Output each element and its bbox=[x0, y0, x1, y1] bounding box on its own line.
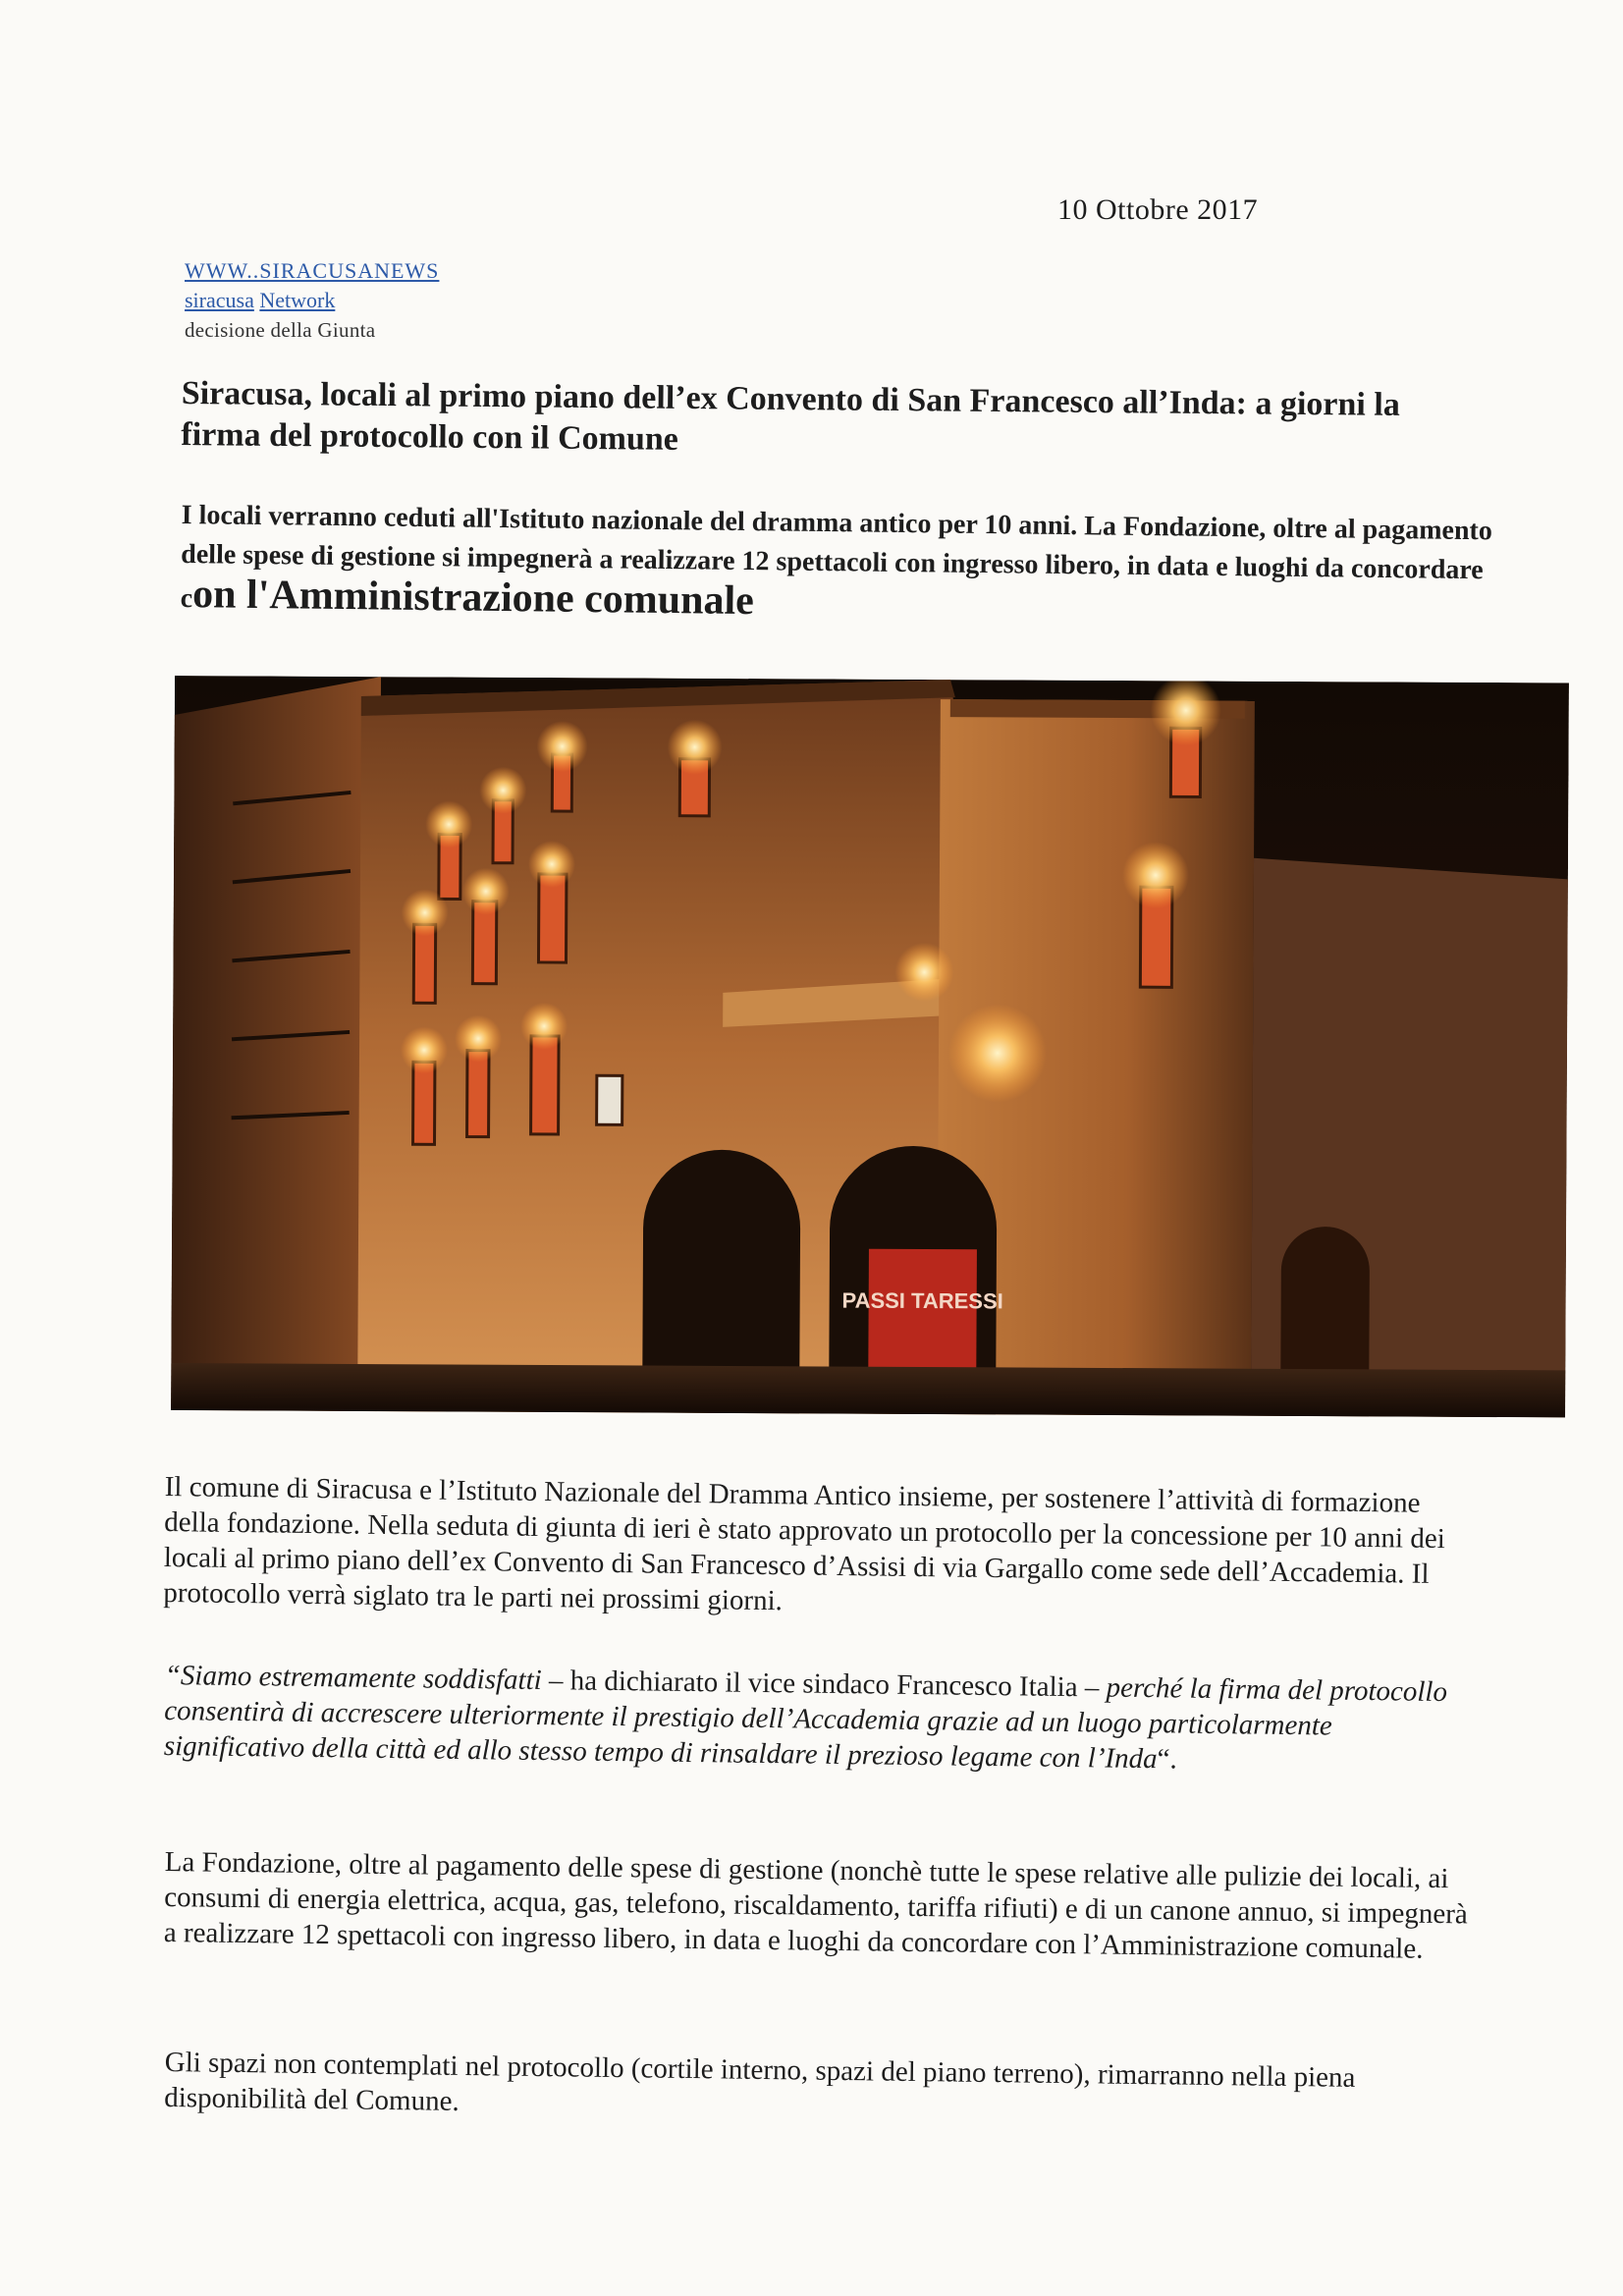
article-paragraph-1: Il comune di Siracusa e l’Istituto Nazionale del Dramma Antico insieme, per sostenere l’attività di formazione della fondazione. Nella seduta di giunta di ieri è stato approvato un protocollo per la concessione per 10 anni dei locali al primo piano dell’ex Convento di San Francesco d’Assisi di via Gargallo come sede dell’Accademia. Il protocollo verrà siglato tra le parti nei prossimi giorni. bbox=[163, 1470, 1445, 1617]
quote-open: “Siamo estremamente soddisfatti bbox=[164, 1659, 542, 1697]
subtitle-tail: on l'Amministrazione comunale bbox=[191, 572, 755, 625]
article-date: 10 Ottobre 2017 bbox=[1057, 193, 1259, 226]
photo-banner-text: PASSI TARESSI bbox=[841, 1287, 1003, 1314]
article-paragraph-quote bbox=[164, 1658, 1481, 1781]
source-network-link[interactable]: Network bbox=[259, 288, 336, 312]
subtitle-main: I locali verranno ceduti all'Istituto nazionale del dramma antico per 10 anni. La Fondazione, oltre al pagamento delle spese di gestione si impegnerà a realizzare 12 spettacoli con ingresso libero, in data e luoghi da concordare c bbox=[180, 499, 1493, 615]
source-section: decisione della Giunta bbox=[185, 318, 376, 342]
source-network bbox=[185, 286, 439, 315]
quote-body: perché la firma del protocollo consentirà di accrescere ulteriormente il prestigio dell’Accademia grazie ad un luogo particolarmente significativo della città ed allo stesso tempo di rinsaldare il prezioso legame con l’Inda bbox=[163, 1671, 1448, 1776]
source-site-link[interactable]: WWW..SIRACUSANEWS bbox=[185, 258, 440, 283]
article-paragraph-4: Gli spazi non contemplati nel protocollo (cortile interno, spazi del piano terreno), rimarranno nella piena disponibilità del Comune. bbox=[164, 2046, 1356, 2117]
quote-attribution: – ha dichiarato il vice sindaco Francesco Italia – bbox=[541, 1665, 1107, 1704]
quote-close: “. bbox=[1157, 1743, 1178, 1776]
article-title: Siracusa, locali al primo piano dell’ex Convento di San Francesco all’Inda: a giorni la firma del protocollo con il Comune bbox=[181, 374, 1400, 458]
convent-night-photo bbox=[171, 676, 1569, 1417]
article-paragraph-3: La Fondazione, oltre al pagamento delle spese di gestione (nonchè tutte le spese relative alle pulizie dei locali, ai consumi di energia elettrica, acqua, gas, telefono, riscaldamento, tariffa rifiuti) e di un canone annuo, si impegnerà a realizzare 12 spettacoli con ingresso libero, in data e luoghi da concordare con l’Amministrazione comunale. bbox=[163, 1845, 1468, 1965]
article-subtitle bbox=[180, 496, 1496, 634]
source-city-link[interactable]: siracusa bbox=[185, 288, 254, 312]
photo-illustration bbox=[171, 676, 1569, 1417]
source-block bbox=[185, 256, 439, 345]
